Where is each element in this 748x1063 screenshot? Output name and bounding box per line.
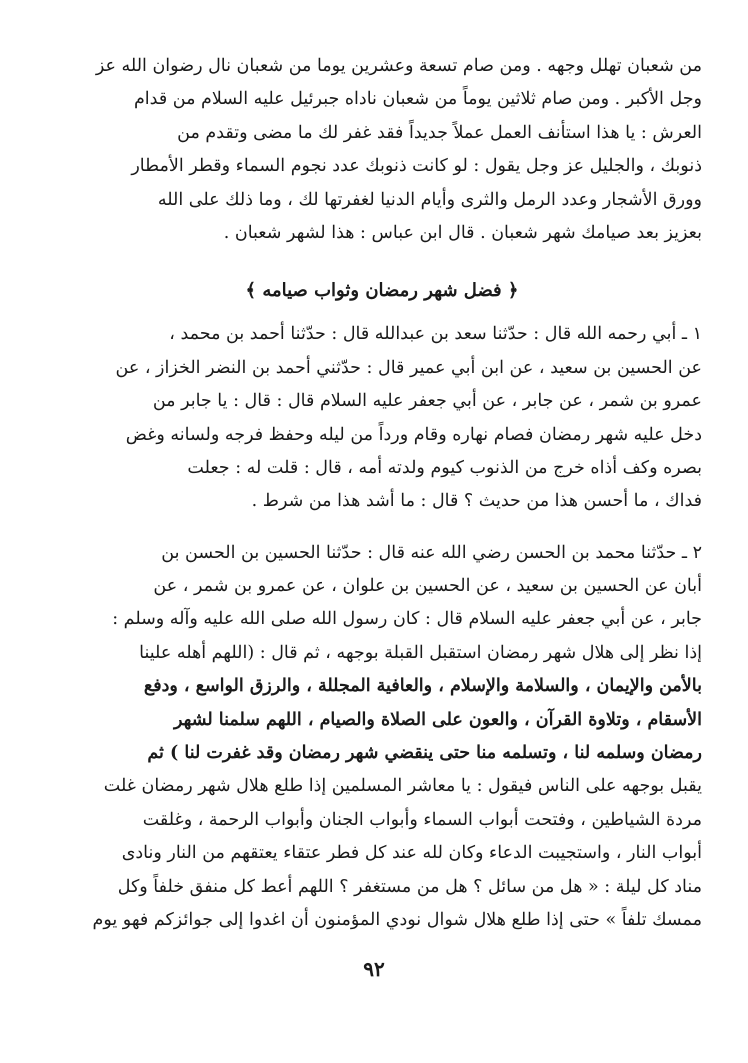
intro-paragraph: [62, 50, 702, 250]
text-line: عمرو بن شمر ، عن جابر ، عن أبي جعفر عليه السلام قال : قال : يا جابر من: [152, 391, 702, 412]
text-line: إذا نظر إلى هلال شهر رمضان استقبل القبلة بوجهه ، ثم قال : (اللهم أهله علينا: [139, 642, 702, 663]
text-line: ممسك تلفاً » حتى إذا طلع هلال شوال نودي المؤمنون أن اغدوا إلى جوائزكم فهو يوم: [92, 909, 702, 930]
page-number: ٩٢: [363, 957, 385, 981]
page-body: [62, 50, 702, 937]
section-heading: ﴿ فضل شهر رمضان وثواب صيامه ﴾: [245, 280, 519, 302]
text-line: ٢ ـ حدّثنا محمد بن الحسن رضي الله عنه قال : حدّثنا الحسين بن الحسن بن: [161, 542, 702, 563]
text-line: مردة الشياطين ، وفتحت أبواب السماء وأبواب الجنان وأبواب الرحمة ، وغلقت: [142, 809, 702, 830]
text-line: ذنوبك ، والجليل عز وجل يقول : لو كانت ذنوبك عدد نجوم السماء وقطر الأمطار: [131, 156, 702, 177]
text-line: بعزيز بعد صيامك شهر شعبان . قال ابن عباس : هذا لشهر شعبان .: [223, 222, 702, 243]
hadith-1-paragraph: [62, 318, 702, 518]
text-line: عن الحسين بن سعيد ، عن ابن أبي عمير قال : حدّثني أحمد بن النضر الخزاز ، عن: [115, 357, 702, 378]
paragraph-gap: [62, 519, 702, 537]
hadith-2-paragraph: [62, 537, 702, 938]
text-line: بصره وكف أذاه خرج من الذنوب كيوم ولدته أمه ، قال : قلت له : جعلت: [187, 457, 702, 478]
text-line: العرش : يا هذا استأنف العمل عملاً جديداً فقد غفر لك ما مضى وتقدم من: [177, 122, 702, 143]
text-line: فداك ، ما أحسن هذا من حديث ؟ قال : ما أشد هذا من شرط .: [251, 491, 702, 512]
text-line: من شعبان تهلل وجهه . ومن صام تسعة وعشرين يوما من شعبان نال رضوان الله عز: [95, 56, 702, 76]
prayer-text-line: رمضان وسلمه لنا ، وتسلمه منا حتى ينقضي شهر رمضان وقد غفرت لنا ) ثم: [147, 743, 702, 764]
prayer-text-line: بالأمن والإيمان ، والسلامة والإسلام ، والعافية المجللة ، والرزق الواسع ، ودفع: [143, 676, 702, 697]
text-line: دخل عليه شهر رمضان فصام نهاره وقام ورداً من ليله وحفظ فرجه ولسانه وغض: [125, 424, 702, 445]
text-line: أبان عن الحسين بن سعيد ، عن الحسين بن علوان ، عن عمرو بن شمر ، عن: [153, 576, 702, 597]
text-line: وجل الأكبر . ومن صام ثلاثين يوماً من شعبان ناداه جبرئيل عليه السلام من قدام: [133, 89, 702, 110]
prayer-text-line: الأسقام ، وتلاوة القرآن ، والعون على الصلاة والصيام ، اللهم سلمنا لشهر: [174, 709, 702, 730]
text-line: جابر ، عن أبي جعفر عليه السلام قال : كان رسول الله صلى الله عليه وآله وسلم :: [112, 609, 702, 630]
text-line: مناد كل ليلة : « هل من سائل ؟ هل من مستغفر ؟ اللهم أعط كل منفق خلفاً وكل: [117, 876, 702, 897]
text-line: وورق الأشجار وعدد الرمل والثرى وأيام الدنيا لغفرتها لك ، وما ذلك على الله: [157, 189, 702, 210]
text-line: أبواب النار ، واستجيبت الدعاء وكان لله عند كل فطر عتقاء يعتقهم من النار ونادى: [121, 843, 702, 864]
text-line: يقبل بوجهه على الناس فيقول : يا معاشر المسلمين إذا طلع هلال شهر رمضان غلت: [103, 776, 702, 797]
text-line: ١ ـ أبي رحمه الله قال : حدّثنا سعد بن عبدالله قال : حدّثنا أحمد بن محمد ،: [169, 324, 702, 345]
